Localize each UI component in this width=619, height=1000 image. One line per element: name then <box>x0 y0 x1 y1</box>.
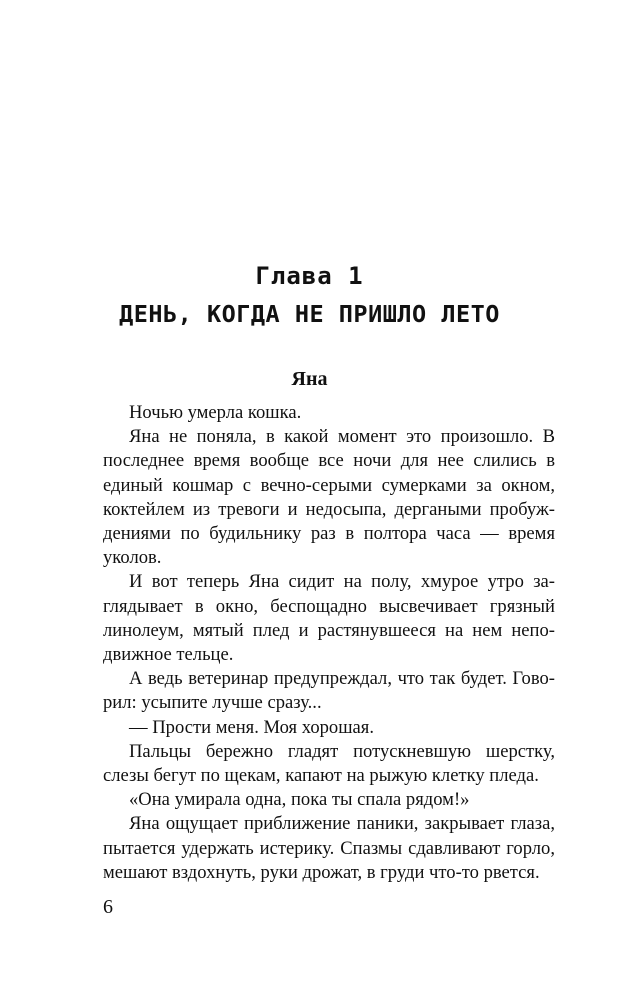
section-title: Яна <box>291 368 328 390</box>
paragraph: — Прости меня. Моя хорошая. <box>129 716 374 738</box>
chapter-number: Глава 1 <box>255 262 364 290</box>
paragraph: Яна ощущает приближение паники, закрывает глаза, пытается удержать истерику. Спазмы сдавливают горло, мешают вздохнуть, руки дрожат, в груди что-то рвется. <box>103 813 555 883</box>
paragraph: Яна не поняла, в какой момент это произошло. В последнее время вообще все ночи для нее слились в единый кошмар с вечно-серыми сумерками за окном, коктейлем из тревоги и недосыпа, дергаными пробуждениями по будильнику раз в полтора часа — время уколов. <box>103 426 555 569</box>
paragraph: Ночью умерла кошка. <box>129 402 302 423</box>
chapter-title: ДЕНЬ, КОГДА НЕ ПРИШЛО ЛЕТО <box>119 300 500 328</box>
paragraph: А ведь ветеринар предупреждал, что так будет. Говорил: усыпите лучше сразу... <box>103 668 555 714</box>
page-number: 6 <box>103 896 113 918</box>
paragraph: «Она умирала одна, пока ты спала рядом!» <box>129 789 470 811</box>
paragraph: И вот теперь Яна сидит на полу, хмурое утро заглядывает в окно, беспощадно высвечивает грязный линолеум, мятый плед и растянувшееся на нем неподвижное тельце. <box>103 571 555 666</box>
paragraph: Пальцы бережно гладят потускневшую шерстку, слезы бегут по щекам, капают на рыжую клетку пледа. <box>103 740 555 787</box>
chapter-body <box>103 401 555 885</box>
